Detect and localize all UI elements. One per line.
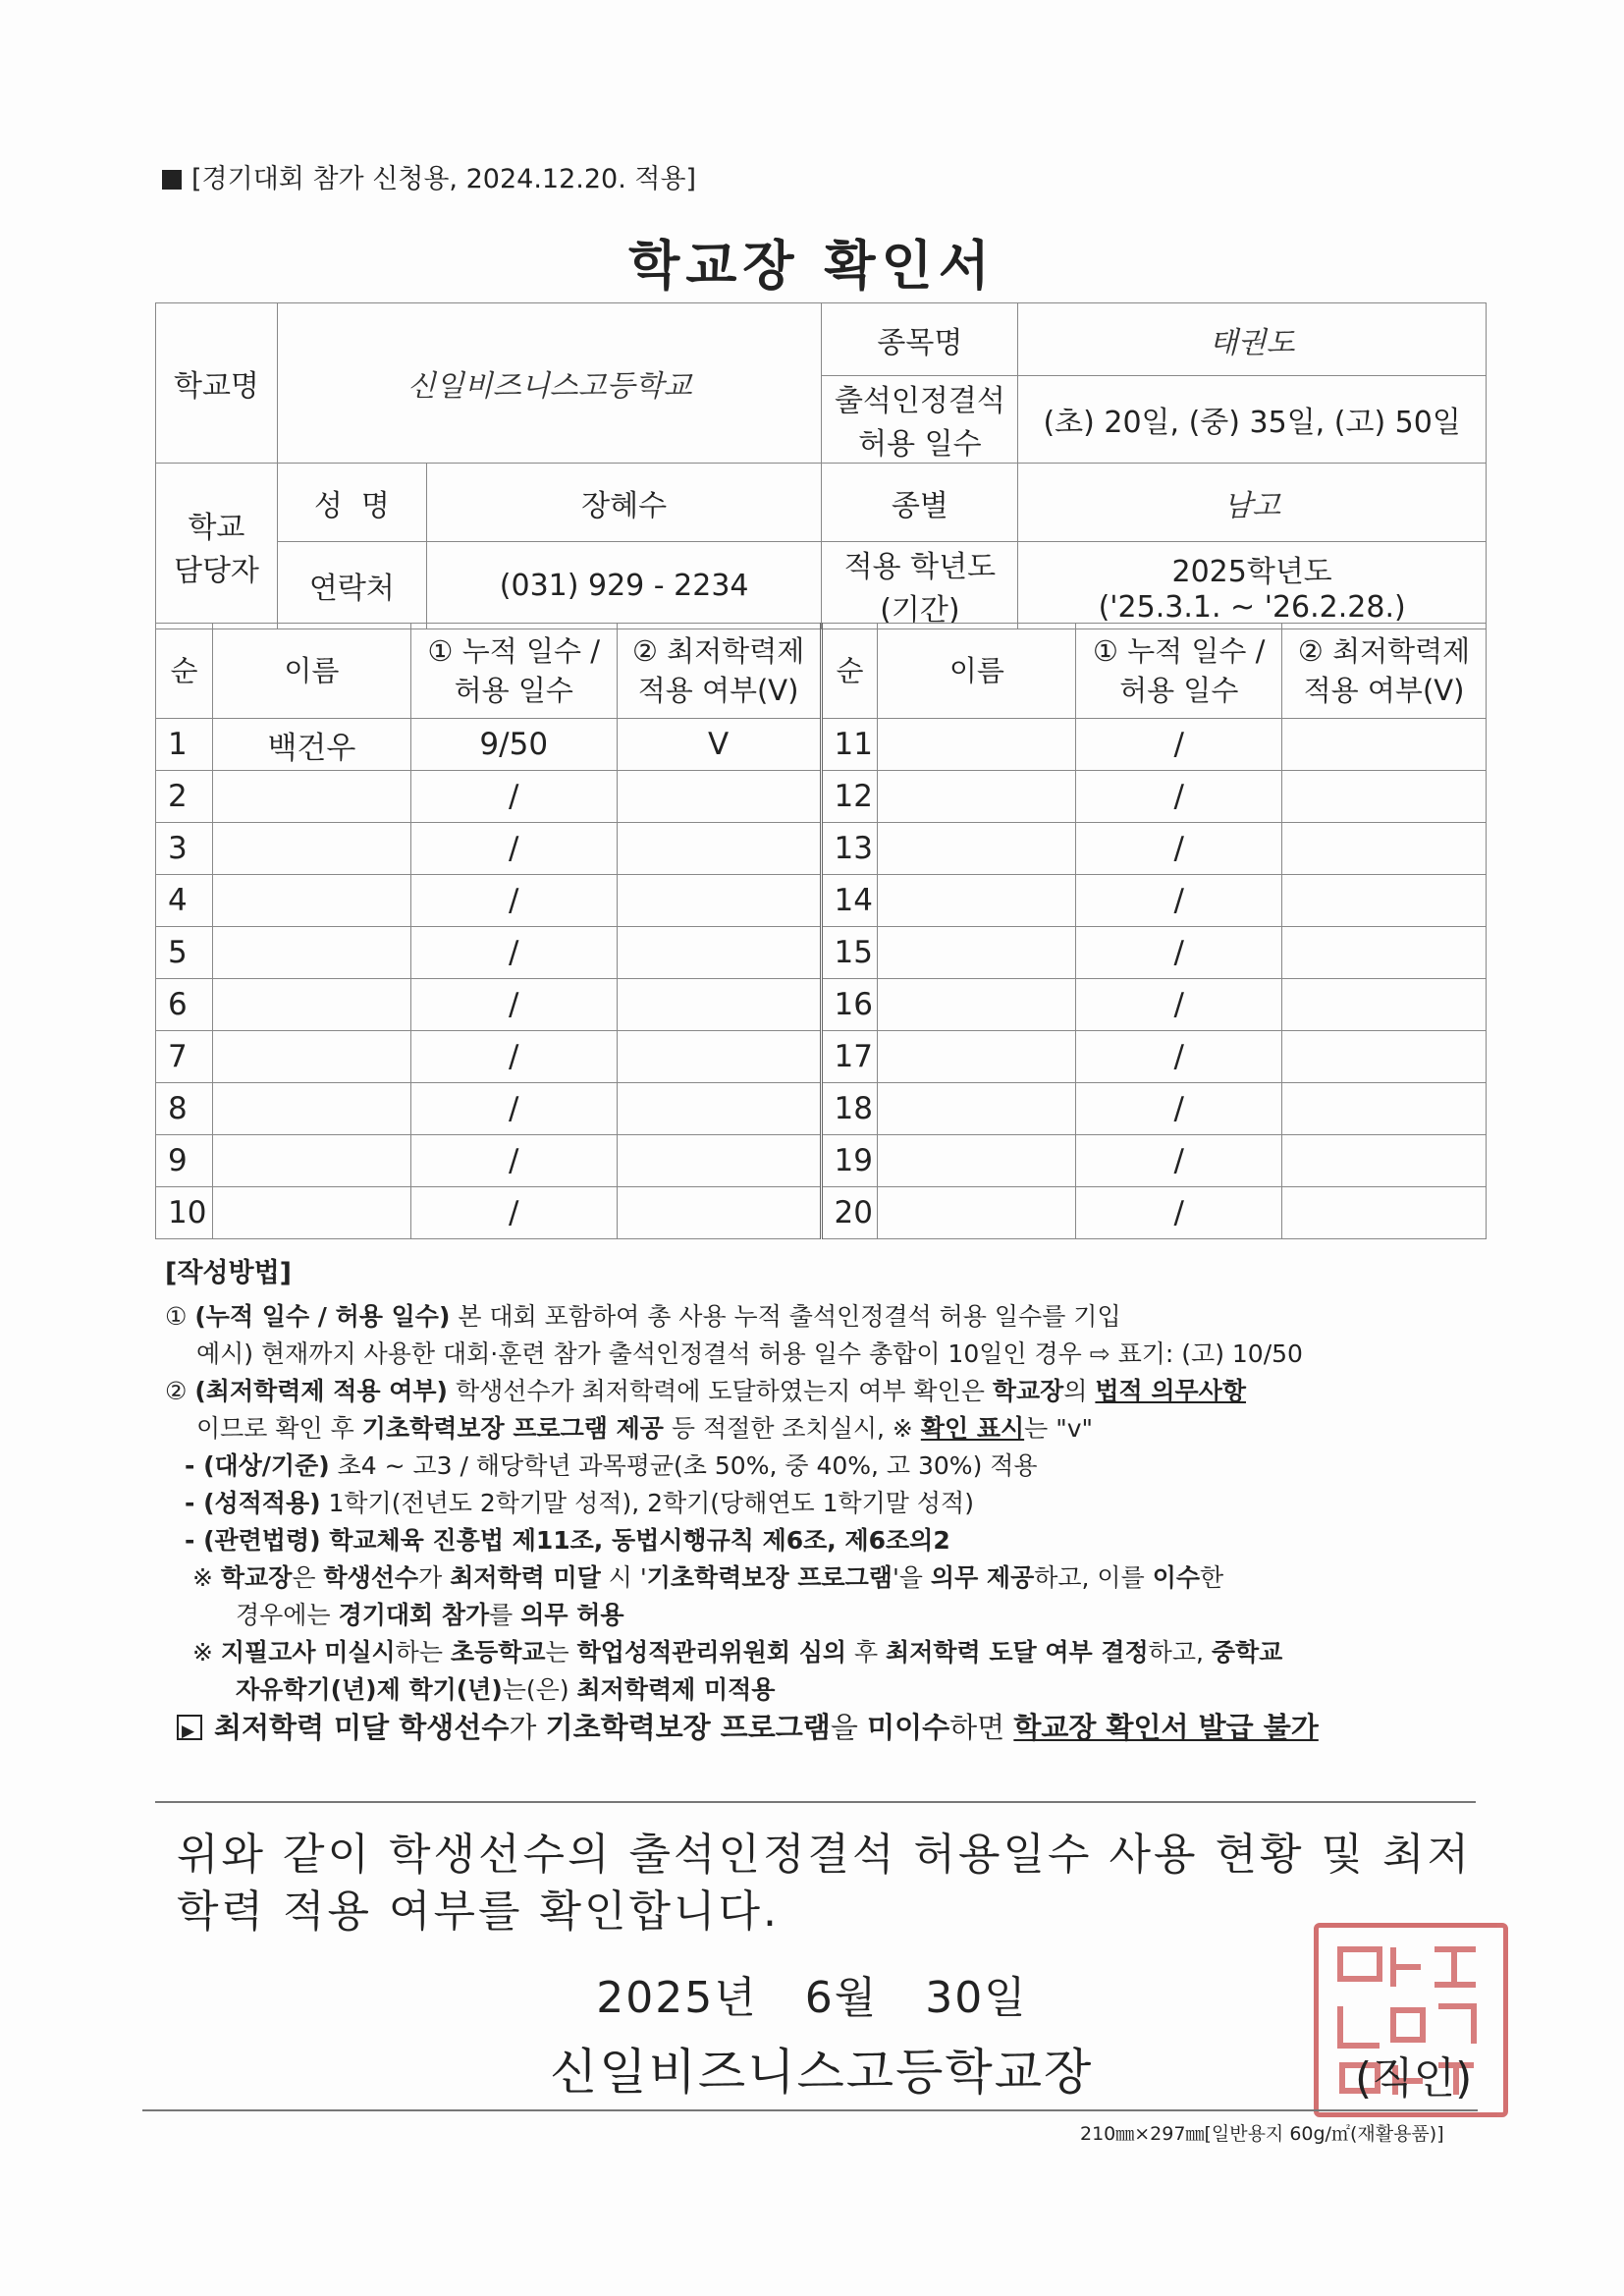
athlete-name [878,719,1076,771]
min-academic-check [617,771,821,823]
row-number: 6 [156,979,213,1031]
min-academic-check [617,1031,821,1083]
manager-label: 학교 담당자 [156,464,278,629]
cumulative-days: / [410,823,617,875]
table-row [156,823,1487,875]
square-bullet-icon [162,170,182,190]
contact-label: 연락처 [277,542,426,629]
row-number: 5 [156,927,213,979]
table-row [156,1083,1487,1135]
issue-date: 2025년 6월 30일 [596,1973,1028,2023]
cumulative-days: / [410,927,617,979]
instructions-heading: [작성방법] [165,1258,293,1288]
header-min-academic: ② 최저학력제 적용 여부(V) [617,624,821,719]
min-academic-check [617,875,821,927]
athlete-name [878,1135,1076,1187]
row-number: 8 [156,1083,213,1135]
cumulative-days: / [410,875,617,927]
header-cumulative-days: ① 누적 일수 / 허용 일수 [410,624,617,719]
row-number: 3 [156,823,213,875]
min-academic-check [617,823,821,875]
table-row [156,1135,1487,1187]
year-label: 적용 학년도 (기간) [822,542,1018,629]
table-row [156,979,1487,1031]
principal-title: 신일비즈니스고등학교장 [550,2044,1094,2101]
cumulative-days: / [410,1031,617,1083]
cumulative-days: 9/50 [410,719,617,771]
confirmation-statement: 위와 같이 학생선수의 출석인정결석 허용일수 사용 현황 및 최저학력 적용 여부를 확인합니다. [177,1830,1472,1937]
min-academic-check: V [617,719,821,771]
athlete-name [878,1031,1076,1083]
athlete-roster-table [155,623,1487,1239]
cumulative-days: / [1076,1135,1282,1187]
row-number: 12 [821,771,878,823]
row-number: 18 [821,1083,878,1135]
min-academic-check [1282,927,1487,979]
row-number: 10 [156,1187,213,1239]
table-row [156,1187,1487,1239]
sport-value: 태권도 [1018,303,1487,376]
cumulative-days: / [1076,719,1282,771]
note-2-cont: 자유학기(년)제 학기(년)는(은) 최저학력제 미적용 [236,1675,776,1704]
row-number: 2 [156,771,213,823]
school-name-label: 학교명 [156,303,278,464]
min-academic-check [617,1187,821,1239]
instruction-item-1-example: 예시) 현재까지 사용한 대회·훈련 참가 출석인정결석 허용 일수 총합이 10일인 경우 ⇨ 표기: (고) 10/50 [196,1339,1303,1368]
min-academic-check [1282,1031,1487,1083]
header-no: 순 [156,624,213,719]
note-2: ※ 지필고사 미실시하는 초등학교는 학업성적관리위원회 심의 후 최저학력 도달 여부 결정하고, 중학교 [192,1638,1283,1667]
detail-grade-apply: - (성적적용) 1학기(전년도 2학기말 성적), 2학기(당해연도 1학기말 성적) [185,1489,974,1517]
min-academic-check [1282,1135,1487,1187]
instruction-item-1: ① (누적 일수 / 허용 일수) 본 대회 포함하여 총 사용 누적 출석인정결석 허용 일수를 기입 [165,1302,1121,1331]
instruction-item-2: ② (최저학력제 적용 여부) 학생선수가 최저학력에 도달하였는지 여부 확인은 학교장의 법적 의무사항 [165,1377,1247,1405]
school-name-value: 신일비즈니스고등학교 [277,303,822,464]
row-number: 4 [156,875,213,927]
athlete-name [878,1083,1076,1135]
min-academic-check [1282,823,1487,875]
school-info-table [155,302,1487,629]
form-usage-note-text: [경기대회 참가 신청용, 2024.12.20. 적용] [191,164,697,194]
cumulative-days: / [1076,1031,1282,1083]
athlete-name [212,1135,410,1187]
table-row [156,875,1487,927]
min-academic-check [1282,719,1487,771]
header-name: 이름 [212,624,410,719]
cumulative-days: / [410,771,617,823]
seal-label: (직인) [1355,2053,1473,2104]
absence-days-value: (초) 20일, (중) 35일, (고) 50일 [1018,376,1487,464]
athlete-name [212,927,410,979]
note-1-cont: 경우에는 경기대회 참가를 의무 허용 [236,1601,624,1629]
person-name-value: 장혜수 [426,464,822,542]
min-academic-check [1282,979,1487,1031]
person-name-label: 성 명 [277,464,426,542]
min-academic-check [617,927,821,979]
sport-label: 종목명 [822,303,1018,376]
row-number: 11 [821,719,878,771]
athlete-name [212,823,410,875]
gender-value: 남고 [1018,464,1487,542]
detail-law: - (관련법령) 학교체육 진흥법 제11조, 동법시행규칙 제6조, 제6조의2 [185,1526,950,1555]
cumulative-days: / [1076,875,1282,927]
row-number: 1 [156,719,213,771]
detail-target: - (대상/기준) 초4 ~ 고3 / 해당학년 과목평균(초 50%, 중 40%, 고 30%) 적용 [185,1451,1038,1480]
athlete-name [878,875,1076,927]
form-usage-note [162,157,696,195]
min-academic-check [1282,875,1487,927]
row-number: 15 [821,927,878,979]
arrow-box-icon [177,1715,202,1740]
athlete-name [212,979,410,1031]
table-row [156,927,1487,979]
athlete-name [212,1083,410,1135]
cumulative-days: / [1076,979,1282,1031]
row-number: 19 [821,1135,878,1187]
final-warning: ▶최저학력 미달 학생선수가 기초학력보장 프로그램을 미이수하면 학교장 확인서 발급 불가 [165,1709,1481,1746]
athlete-name [212,1187,410,1239]
cumulative-days: / [410,979,617,1031]
min-academic-check [1282,771,1487,823]
row-number: 7 [156,1031,213,1083]
cumulative-days: / [410,1083,617,1135]
contact-value: (031) 929 - 2234 [426,542,822,629]
cumulative-days: / [1076,1083,1282,1135]
header-name: 이름 [878,624,1076,719]
min-academic-check [617,1083,821,1135]
row-number: 16 [821,979,878,1031]
row-number: 20 [821,1187,878,1239]
table-row [156,719,1487,771]
row-number: 17 [821,1031,878,1083]
athlete-name [878,927,1076,979]
min-academic-check [1282,1187,1487,1239]
instructions-section [165,1255,1481,1746]
header-min-academic: ② 최저학력제 적용 여부(V) [1282,624,1487,719]
instruction-item-2-cont: 이므로 확인 후 기초학력보장 프로그램 제공 등 적절한 조치실시, ※ 확인 표시는 "v" [196,1414,1094,1443]
divider [142,2109,1478,2111]
divider [155,1801,1476,1803]
athlete-name [212,875,410,927]
min-academic-check [1282,1083,1487,1135]
cumulative-days: / [1076,1187,1282,1239]
athlete-name [878,771,1076,823]
athlete-name [212,771,410,823]
min-academic-check [617,979,821,1031]
cumulative-days: / [1076,771,1282,823]
header-cumulative-days: ① 누적 일수 / 허용 일수 [1076,624,1282,719]
athlete-name [878,979,1076,1031]
cumulative-days: / [1076,927,1282,979]
row-number: 14 [821,875,878,927]
table-row [156,771,1487,823]
cumulative-days: / [1076,823,1282,875]
cumulative-days: / [410,1135,617,1187]
athlete-name [878,823,1076,875]
athlete-name: 백건우 [212,719,410,771]
min-academic-check [617,1135,821,1187]
table-row [156,1031,1487,1083]
row-number: 9 [156,1135,213,1187]
gender-label: 종별 [822,464,1018,542]
year-value: 2025학년도 ('25.3.1. ~ '26.2.28.) [1018,542,1487,629]
athlete-name [878,1187,1076,1239]
note-1: ※ 학교장은 학생선수가 최저학력 미달 시 '기초학력보장 프로그램'을 의무 제공하고, 이를 이수한 [192,1563,1224,1592]
row-number: 13 [821,823,878,875]
absence-days-label: 출석인정결석 허용 일수 [822,376,1018,464]
paper-spec: 210㎜×297㎜[일반용지 60g/㎡(재활용품)] [1080,2123,1444,2145]
header-no: 순 [821,624,878,719]
athlete-name [212,1031,410,1083]
document-title: 학교장 확인서 [628,235,996,297]
cumulative-days: / [410,1187,617,1239]
